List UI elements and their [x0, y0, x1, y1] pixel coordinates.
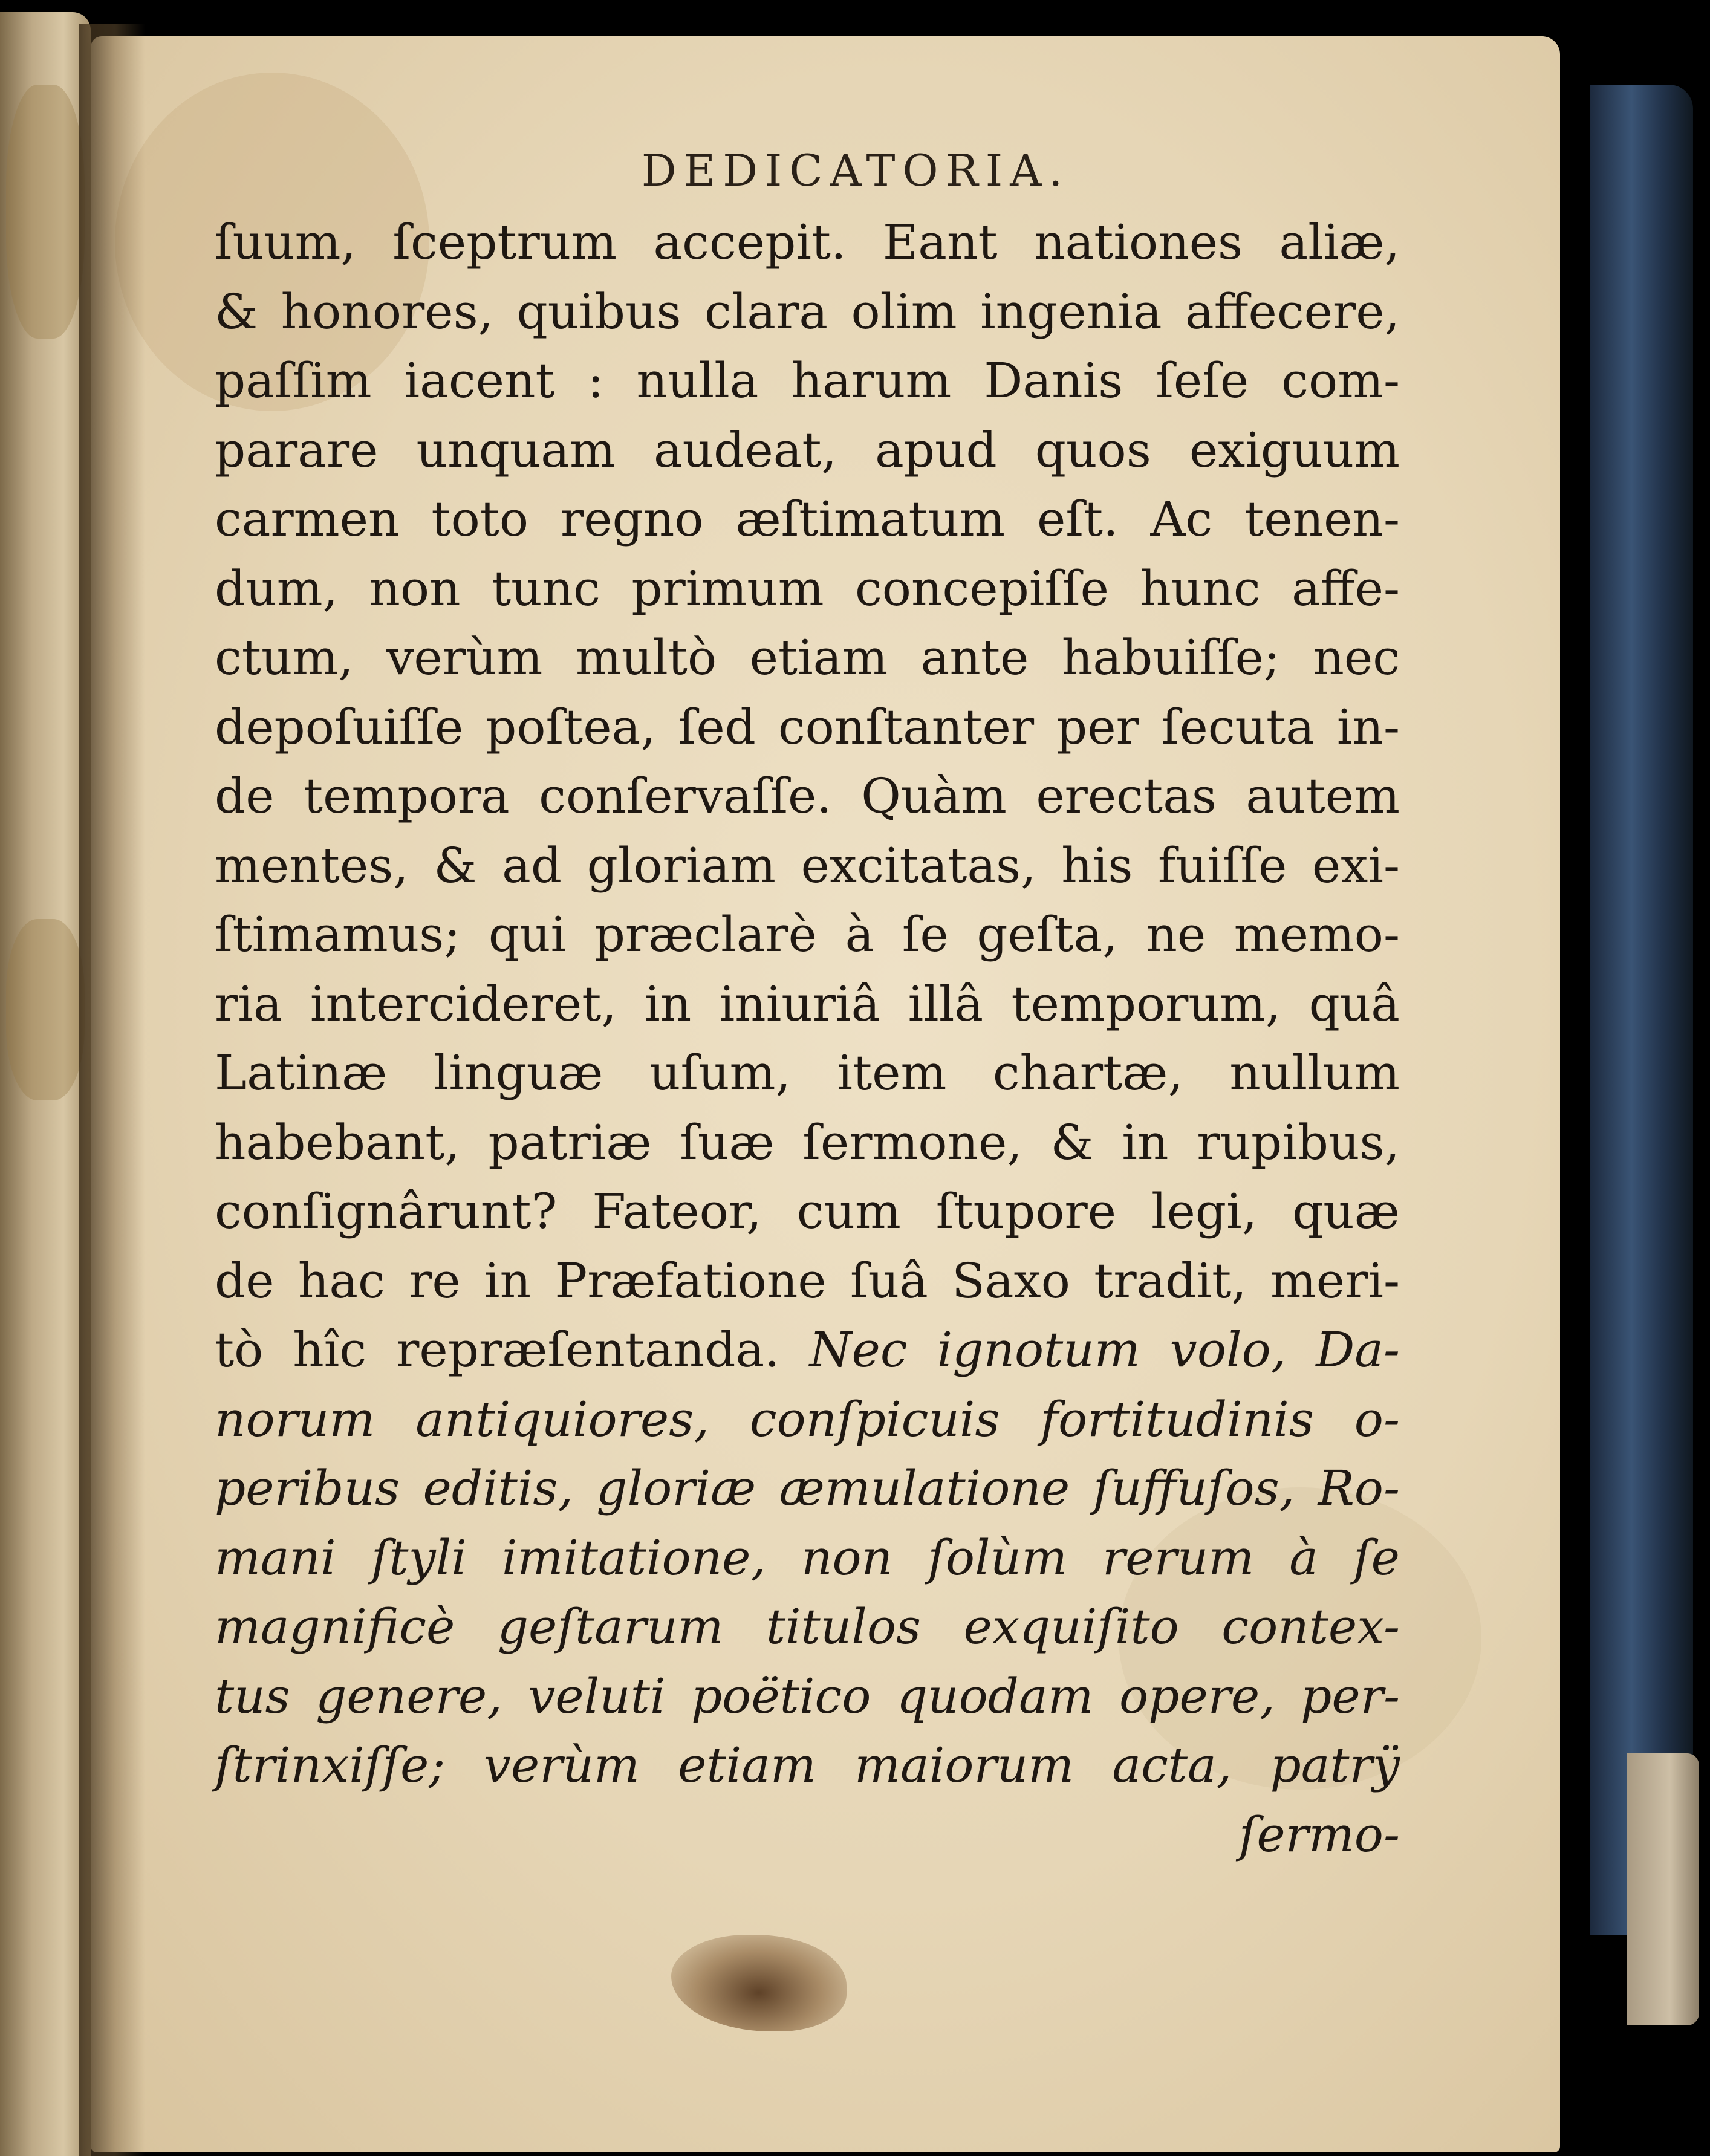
- text-line: conſignârunt? Fateor, cum ſtupore legi, quæ: [215, 1183, 1400, 1239]
- italic-quote-start: Nec ignotum volo, Da-: [809, 1322, 1400, 1378]
- italic-quote-line: mani ſtyli imitatione, non ſolùm rerum à ſe: [215, 1529, 1400, 1586]
- text-line: dum, non tunc primum concepiſſe hunc affe-: [215, 560, 1400, 617]
- text-line: Latinæ linguæ uſum, item chartæ, nullum: [215, 1045, 1400, 1101]
- text-line: mentes, & ad gloriam excitatas, his fuiſſe exi-: [215, 837, 1400, 894]
- page-stain: [6, 85, 85, 339]
- italic-quote-line: magnificè geſtarum titulos exquiſito contex-: [215, 1599, 1400, 1655]
- text-line: ctum, verùm multò etiam ante habuiſſe; nec: [215, 629, 1400, 686]
- running-head: DEDICATORIA.: [641, 145, 1070, 196]
- ink-stain: [671, 1935, 847, 2031]
- text-line: paſſim iacent : nulla harum Danis ſeſe com-: [215, 352, 1400, 409]
- page-text: [215, 145, 1400, 1869]
- text-line: parare unquam audeat, apud quos exiguum: [215, 421, 1400, 478]
- catchword: ſermo-: [1238, 1806, 1400, 1863]
- text-line: habebant, patriæ ſuæ ſermone, & in rupibus,: [215, 1114, 1400, 1171]
- italic-quote-line: norum antiquiores, conſpicuis fortitudinis o-: [215, 1391, 1400, 1447]
- page-stain: [6, 919, 85, 1100]
- text-line: depoſuiſſe poſtea, ſed conſtanter per ſecuta in-: [215, 698, 1400, 755]
- book-binding-edge: [1627, 1753, 1699, 2025]
- text-line: carmen toto regno æſtimatum eſt. Ac tenen-: [215, 491, 1400, 547]
- text-line: ſtimamus; qui præclarè à ſe geſta, ne memo-: [215, 906, 1400, 963]
- text-line: de hac re in Præfatione ſuâ Saxo tradit, meri-: [215, 1252, 1400, 1309]
- italic-quote-line: peribus editis, gloriæ æmulatione ſuffuſos, Ro-: [215, 1460, 1400, 1516]
- text-line: ſuum, ſceptrum accepit. Eant nationes aliæ,: [215, 214, 1400, 270]
- italic-quote-line: ſtrinxiſſe; verùm etiam maiorum acta, patrÿ: [215, 1737, 1400, 1793]
- text-line-mixed: [215, 1316, 1400, 1385]
- text-line: ria intercideret, in iniuriâ illâ temporum, quâ: [215, 975, 1400, 1032]
- roman-text: tò hîc repræſentanda.: [215, 1322, 810, 1378]
- gutter-shadow: [79, 24, 145, 2156]
- book-binding: [1590, 85, 1693, 1935]
- italic-quote-line: tus genere, veluti poëtico quodam opere, per-: [215, 1667, 1400, 1724]
- text-line: & honores, quibus clara olim ingenia affecere,: [215, 283, 1400, 340]
- facing-page-edge: [0, 12, 91, 2156]
- text-line: de tempora conſervaſſe. Quàm erectas autem: [215, 768, 1400, 824]
- book-page: [91, 36, 1560, 2152]
